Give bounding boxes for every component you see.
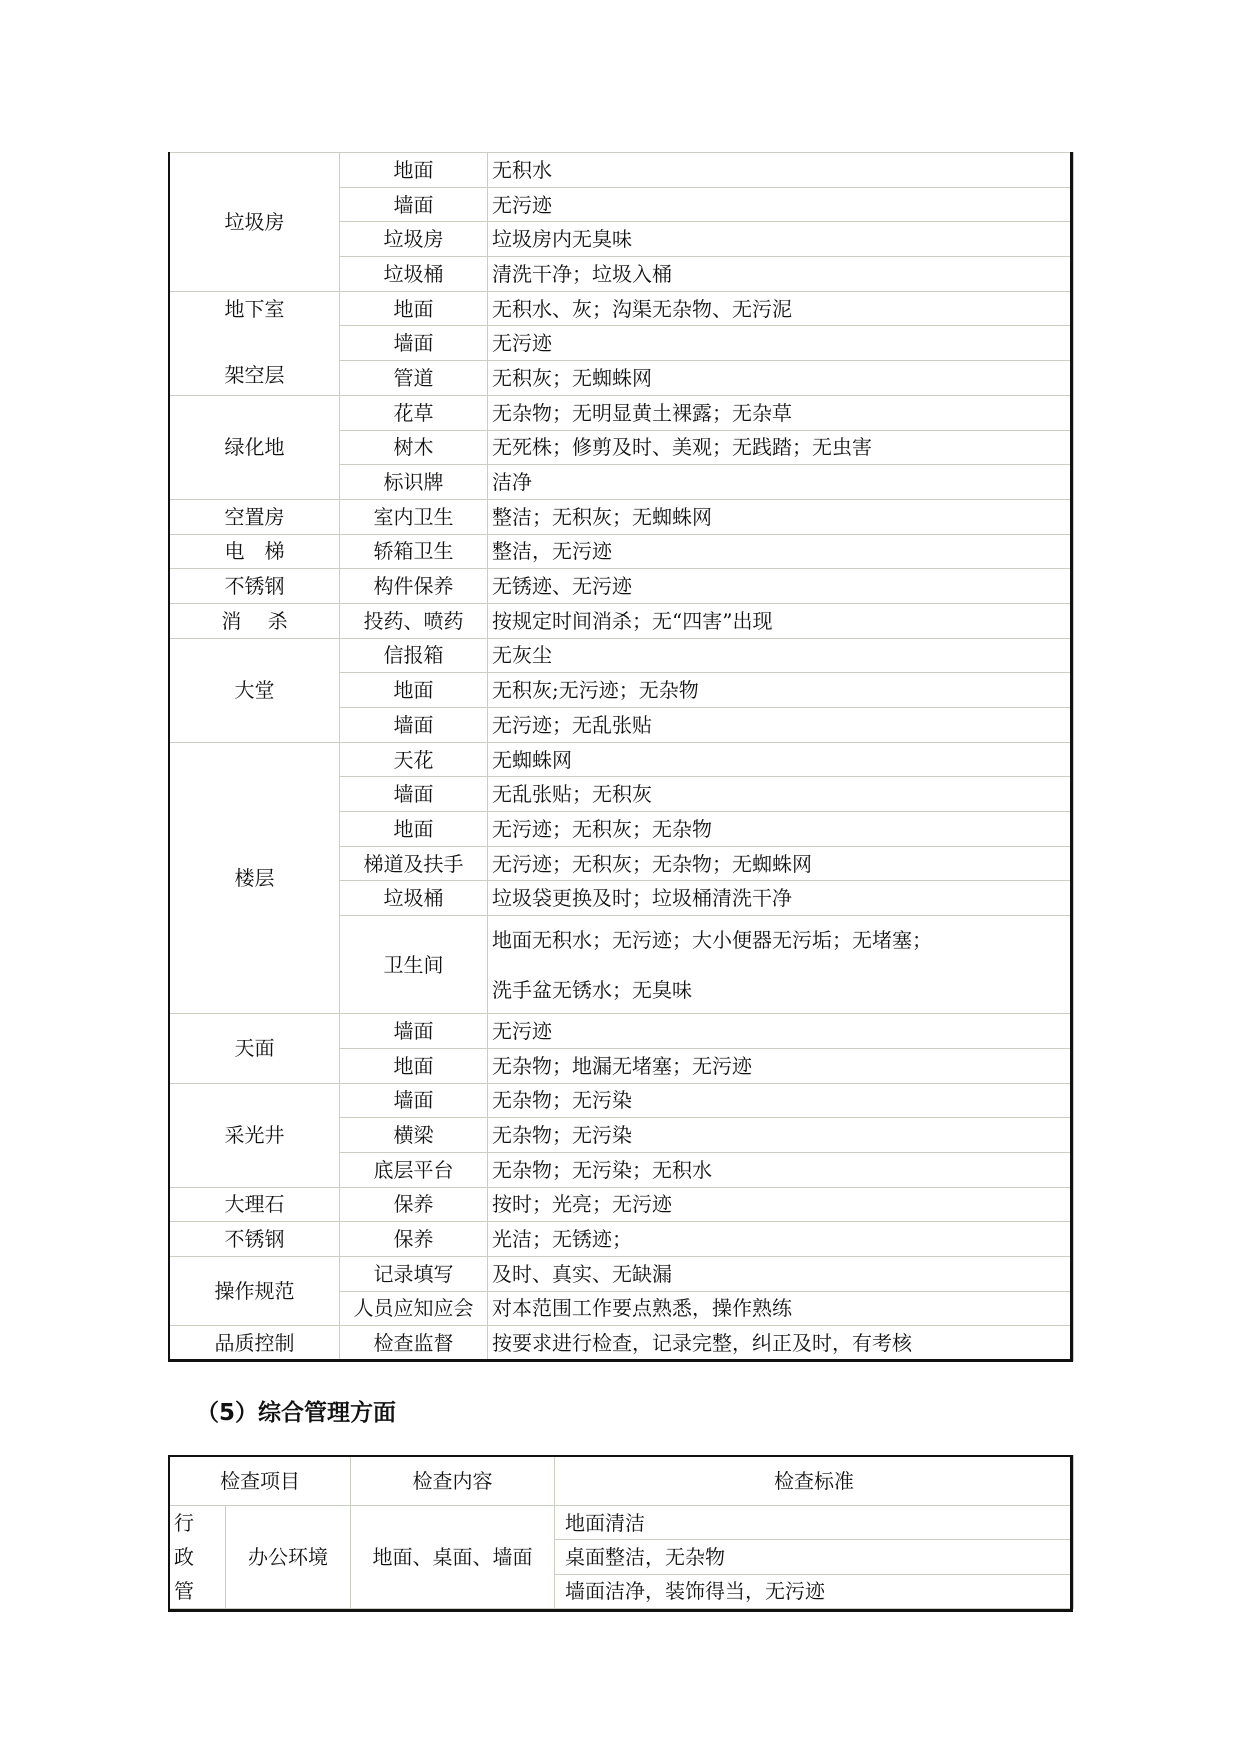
table-header-row xyxy=(170,1456,1074,1506)
standard-cell: 无污迹；无积灰；无杂物 xyxy=(488,812,1074,847)
table-row xyxy=(170,1083,1074,1118)
content-cell: 墙面 xyxy=(340,1014,488,1049)
standard-cell: 光洁；无锈迹； xyxy=(488,1222,1074,1257)
standard-cell: 桌面整洁，无杂物 xyxy=(555,1540,1074,1574)
standard-line: 洗手盆无锈水；无臭味 xyxy=(492,977,692,1002)
content-cell: 墙面 xyxy=(340,708,488,743)
standard-cell: 无蜘蛛网 xyxy=(488,742,1074,777)
table-row xyxy=(170,638,1074,673)
standard-cell: 按时；光亮；无污迹 xyxy=(488,1187,1074,1222)
item-name-bottom xyxy=(170,326,340,395)
table-row xyxy=(170,395,1074,430)
table-row xyxy=(170,1256,1074,1291)
standard-cell: 垃圾袋更换及时；垃圾桶清洗干净 xyxy=(488,881,1074,916)
item-name: 空置房 xyxy=(170,499,340,534)
table-row xyxy=(170,153,1074,188)
content-cell: 地面 xyxy=(340,673,488,708)
standard-cell: 整洁，无污迹 xyxy=(488,534,1074,569)
standard-cell xyxy=(488,916,1074,1014)
table-row xyxy=(170,534,1074,569)
category-char: 行 xyxy=(174,1511,194,1535)
item-name: 品质控制 xyxy=(170,1326,340,1361)
category-char: 政 xyxy=(174,1545,194,1569)
item-name: 大堂 xyxy=(170,638,340,742)
item-name: 天面 xyxy=(170,1014,340,1083)
standard-cell: 无杂物；无污染；无积水 xyxy=(488,1152,1074,1187)
content-cell: 地面 xyxy=(340,291,488,326)
line-gap xyxy=(492,952,1069,978)
item-name: 消 杀 xyxy=(170,603,340,638)
content-cell: 检查监督 xyxy=(340,1326,488,1361)
content-cell: 人员应知应会 xyxy=(340,1291,488,1326)
header-standard: 检查标准 xyxy=(555,1456,1074,1506)
standard-cell: 无灰尘 xyxy=(488,638,1074,673)
content-cell: 投药、喷药 xyxy=(340,603,488,638)
item-name-top: 地下室 xyxy=(170,291,340,326)
table-row xyxy=(170,603,1074,638)
content-cell: 垃圾桶 xyxy=(340,881,488,916)
header-content: 检查内容 xyxy=(351,1456,555,1506)
content-cell: 底层平台 xyxy=(340,1152,488,1187)
admin-standards-table xyxy=(169,1455,1074,1609)
content-cell: 天花 xyxy=(340,742,488,777)
standard-cell: 无积灰；无蜘蛛网 xyxy=(488,361,1074,396)
content-cell: 树木 xyxy=(340,430,488,465)
standard-cell: 整洁；无积灰；无蜘蛛网 xyxy=(488,499,1074,534)
content-cell: 墙面 xyxy=(340,1083,488,1118)
standard-cell: 无乱张贴；无积灰 xyxy=(488,777,1074,812)
content-cell: 地面 xyxy=(340,153,488,188)
table-row xyxy=(170,1187,1074,1222)
content-cell: 标识牌 xyxy=(340,465,488,500)
content-cell: 保养 xyxy=(340,1222,488,1257)
section-heading: （5）综合管理方面 xyxy=(196,1400,397,1426)
content-cell: 墙面 xyxy=(340,777,488,812)
table-row xyxy=(170,499,1074,534)
content-cell: 梯道及扶手 xyxy=(340,846,488,881)
standard-cell: 无污迹 xyxy=(488,326,1074,361)
standard-cell: 按规定时间消杀；无“四害”出现 xyxy=(488,603,1074,638)
table-row xyxy=(170,1014,1074,1049)
item-name: 垃圾房 xyxy=(170,153,340,292)
content-cell: 墙面 xyxy=(340,326,488,361)
item-name-bottom-text: 架空层 xyxy=(224,362,285,387)
content-cell: 地面 xyxy=(340,812,488,847)
standard-cell: 无积水 xyxy=(488,153,1074,188)
subitem-cell: 办公环境 xyxy=(226,1506,351,1609)
content-cell: 地面 xyxy=(340,1048,488,1083)
item-name: 采光井 xyxy=(170,1083,340,1187)
item-name: 不锈钢 xyxy=(170,569,340,604)
item-name: 电 梯 xyxy=(170,534,340,569)
standard-cell: 无积灰;无污迹；无杂物 xyxy=(488,673,1074,708)
cleaning-standards-table xyxy=(169,152,1074,1361)
item-name: 操作规范 xyxy=(170,1256,340,1325)
item-name: 楼层 xyxy=(170,742,340,1013)
content-cell: 地面、桌面、墙面 xyxy=(351,1506,555,1609)
category-cell xyxy=(170,1506,226,1609)
header-item: 检查项目 xyxy=(170,1456,351,1506)
standard-cell: 按要求进行检查，记录完整，纠正及时，有考核 xyxy=(488,1326,1074,1361)
table-row xyxy=(170,326,1074,361)
table-row xyxy=(170,1326,1074,1361)
content-cell: 信报箱 xyxy=(340,638,488,673)
table-row xyxy=(170,1506,1074,1540)
content-cell: 卫生间 xyxy=(340,916,488,1014)
standard-cell: 无污迹 xyxy=(488,187,1074,222)
standard-cell: 墙面洁净，装饰得当，无污迹 xyxy=(555,1574,1074,1608)
content-cell: 垃圾房 xyxy=(340,222,488,257)
content-cell: 轿箱卫生 xyxy=(340,534,488,569)
content-cell: 室内卫生 xyxy=(340,499,488,534)
standard-cell: 无污迹；无乱张贴 xyxy=(488,708,1074,743)
table-row xyxy=(170,569,1074,604)
standard-cell: 地面清洁 xyxy=(555,1506,1074,1540)
item-name: 绿化地 xyxy=(170,395,340,499)
content-cell: 横梁 xyxy=(340,1118,488,1153)
table-row xyxy=(170,291,1074,326)
table-row xyxy=(170,742,1074,777)
standard-line: 地面无积水；无污迹；大小便器无污垢；无堵塞； xyxy=(492,927,932,952)
standard-cell: 及时、真实、无缺漏 xyxy=(488,1256,1074,1291)
standard-cell: 无死株；修剪及时、美观；无践踏；无虫害 xyxy=(488,430,1074,465)
content-cell: 垃圾桶 xyxy=(340,257,488,292)
content-cell: 记录填写 xyxy=(340,1256,488,1291)
standard-cell: 无杂物；无明显黄土裸露；无杂草 xyxy=(488,395,1074,430)
standard-cell: 洁净 xyxy=(488,465,1074,500)
standard-cell: 无污迹 xyxy=(488,1014,1074,1049)
content-cell: 花草 xyxy=(340,395,488,430)
standard-cell: 无污迹；无积灰；无杂物；无蜘蛛网 xyxy=(488,846,1074,881)
content-cell: 保养 xyxy=(340,1187,488,1222)
item-name: 大理石 xyxy=(170,1187,340,1222)
table-row xyxy=(170,1222,1074,1257)
standard-cell: 无杂物；无污染 xyxy=(488,1083,1074,1118)
item-name: 不锈钢 xyxy=(170,1222,340,1257)
category-char: 管 xyxy=(174,1579,194,1603)
content-cell: 管道 xyxy=(340,361,488,396)
standard-cell: 对本范围工作要点熟悉，操作熟练 xyxy=(488,1291,1074,1326)
standard-cell: 无杂物；地漏无堵塞；无污迹 xyxy=(488,1048,1074,1083)
standard-cell: 清洗干净；垃圾入桶 xyxy=(488,257,1074,292)
content-cell: 构件保养 xyxy=(340,569,488,604)
content-cell: 墙面 xyxy=(340,187,488,222)
standard-cell: 垃圾房内无臭味 xyxy=(488,222,1074,257)
standard-cell: 无杂物；无污染 xyxy=(488,1118,1074,1153)
standard-cell: 无锈迹、无污迹 xyxy=(488,569,1074,604)
standard-cell: 无积水、灰；沟渠无杂物、无污泥 xyxy=(488,291,1074,326)
